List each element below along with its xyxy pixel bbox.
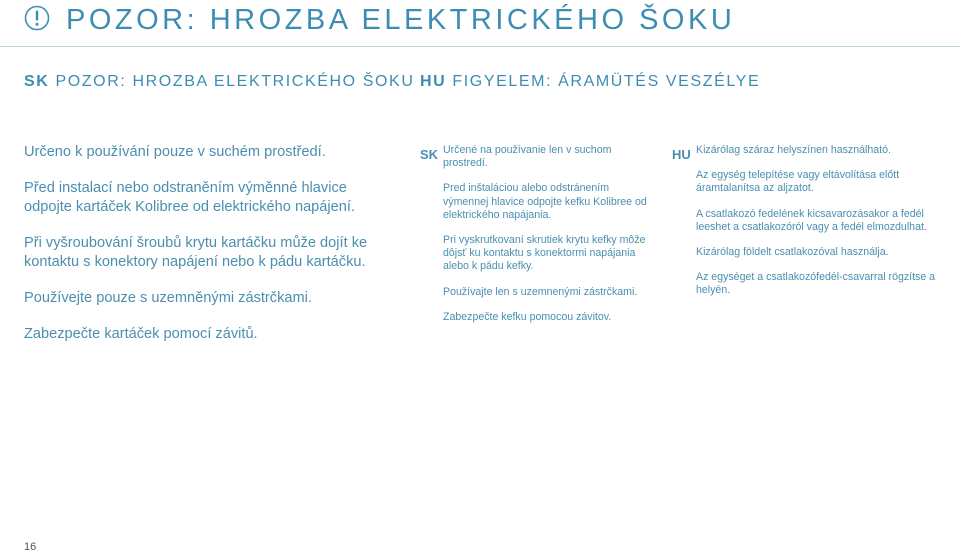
sk-paragraph: Pred inštaláciou alebo odstránením výmennej hlavice odpojte kefku Kolibree od elektrického napájania. <box>443 182 647 221</box>
sk-paragraph: Používajte len s uzemnenými zástrčkami. <box>443 285 638 298</box>
subtitle-hu-text: FIGYELEM: ÁRAMÜTÉS VESZÉLYE <box>452 73 761 90</box>
cz-column <box>24 143 394 361</box>
cz-paragraph: Při vyšroubování šroubů krytu kartáčku může dojít ke kontaktu s konektory napájení nebo k pádu kartáčku. <box>24 235 368 270</box>
subtitle-hu-code: HU <box>420 73 447 90</box>
cz-paragraph: Určeno k používání pouze v suchém prostředí. <box>24 144 326 160</box>
hu-language-code: HU <box>672 147 691 162</box>
hu-paragraph: Az egységet a csatlakozófedél-csavarral rögzítse a helyén. <box>696 271 936 297</box>
sk-language-code: SK <box>420 147 439 162</box>
cz-paragraph: Zabezpečte kartáček pomocí závitů. <box>24 326 258 342</box>
exclamation-circle-icon <box>24 5 50 31</box>
cz-paragraph: Před instalací nebo odstraněním výměnné hlavice odpojte kartáček Kolibree od elektrického napájení. <box>24 180 356 215</box>
subtitle-hu <box>420 73 760 91</box>
hu-column <box>696 144 936 310</box>
page-header <box>0 0 960 47</box>
sk-paragraph: Zabezpečte kefku pomocou závitov. <box>443 310 612 323</box>
sk-paragraph: Pri vyskrutkovaní skrutiek krytu kefky môže dôjsť ku kontaktu s konektormi napájania alebo k pádu kefky. <box>443 234 646 273</box>
sk-paragraph: Určené na používanie len v suchom prostredí. <box>443 144 612 170</box>
page-title: POZOR: HROZBA ELEKTRICKÉHO ŠOKU <box>66 4 736 36</box>
sk-column <box>443 144 655 336</box>
hu-paragraph: Kizárólag száraz helyszínen használható. <box>696 144 891 156</box>
hu-paragraph: A csatlakozó fedelének kicsavarozásakor a fedél leeshet a csatlakozóról vagy a fedél elmozdulhat. <box>696 207 927 233</box>
page-number: 16 <box>24 541 37 553</box>
subtitle-sk-code: SK <box>24 73 50 90</box>
hu-paragraph: Kizárólag földelt csatlakozóval használja. <box>696 246 889 259</box>
cz-paragraph: Používejte pouze s uzemněnými zástrčkami. <box>24 290 312 306</box>
subtitle-sk <box>24 73 414 91</box>
subtitle-sk-text: POZOR: HROZBA ELEKTRICKÉHO ŠOKU <box>55 73 415 90</box>
hu-paragraph: Az egység telepítése vagy eltávolítása előtt áramtalanítsa az aljzatot. <box>696 169 900 195</box>
